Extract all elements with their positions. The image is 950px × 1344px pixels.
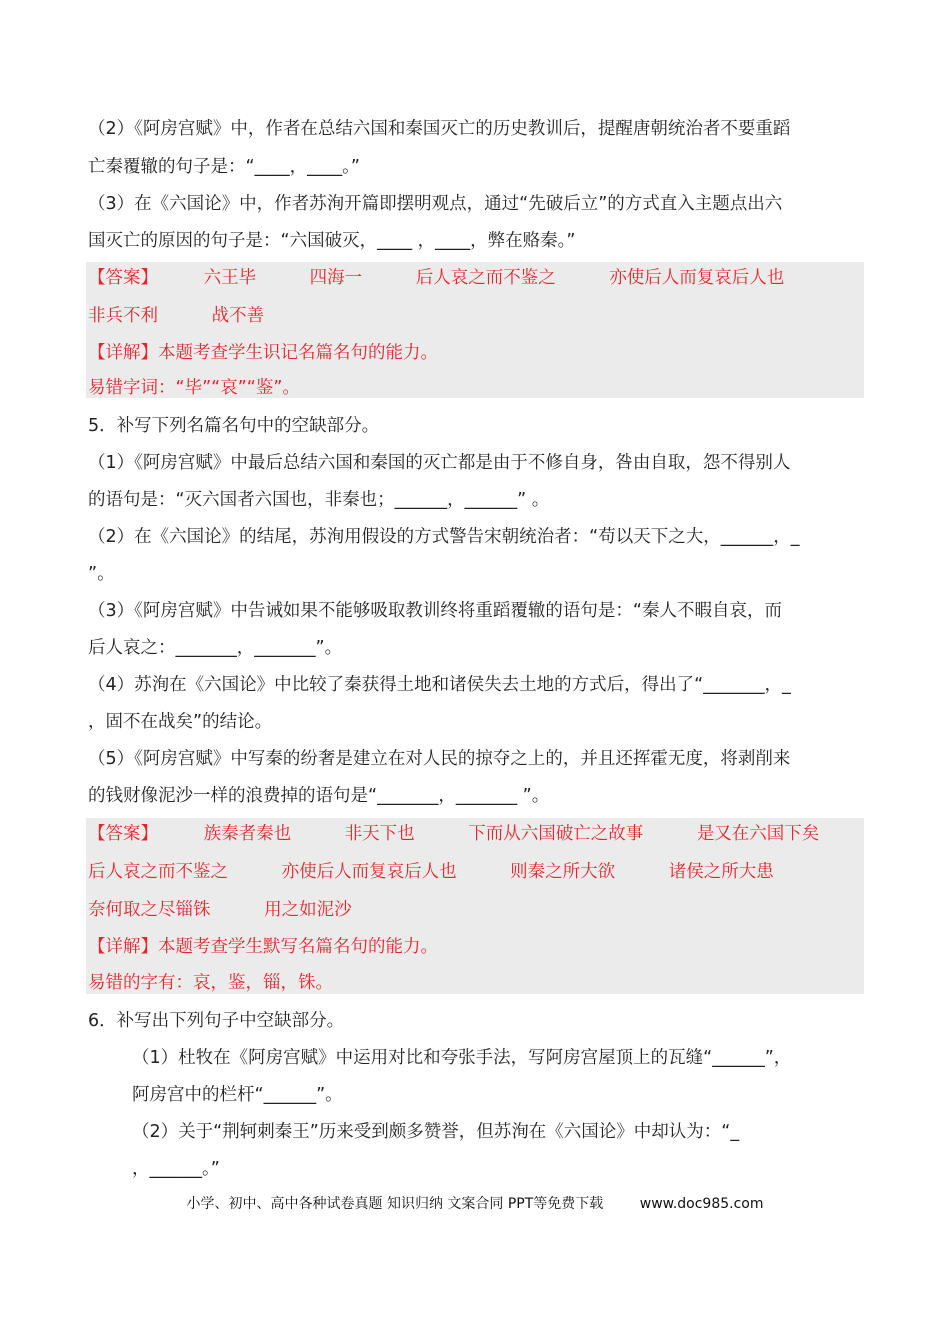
q5-item2-line1: （2）在《六国论》的结尾，苏洵用假设的方式警告宋朝统治者：“苟以天下之大，______，_ <box>88 527 800 547</box>
q5-item1-line1: （1）《阿房宫赋》中最后总结六国和秦国的灭亡都是由于不修自身，咎由自取，怨不得别人 <box>88 453 791 473</box>
q5-item1-line2: 的语句是：“灭六国者六国也，非秦也；______，______” 。 <box>88 490 550 510</box>
q4-item2-line2: 亡秦覆辙的句子是：“____，____。” <box>88 157 360 177</box>
q4-mistakes: 易错字词：“毕”“哀”“鉴”。 <box>88 378 300 398</box>
q5-answer-row1 <box>88 823 819 845</box>
answer-item: 战不善 <box>211 306 265 326</box>
answer-item: 下而从六国破亡之故事 <box>468 824 644 844</box>
footer-text: 小学、初中、高中各种试卷真题 知识归纳 文案合同 PPT等免费下载 <box>186 1196 604 1212</box>
answer-item: 六王毕 <box>203 268 257 288</box>
q5-title: 5．补写下列名篇名句中的空缺部分。 <box>88 416 380 436</box>
q5-answer-row2 <box>88 861 774 883</box>
page-footer <box>0 1193 950 1213</box>
q6-item1-line2: 阿房宫中的栏杆“______”。 <box>132 1085 343 1105</box>
q5-item3-line1: （3）《阿房宫赋》中告诫如果不能够吸取教训终将重蹈覆辙的语句是：“秦人不暇自哀，而 <box>88 601 782 621</box>
q5-detail: 【详解】本题考查学生默写名篇名句的能力。 <box>88 937 438 957</box>
q5-item5-line1: （5）《阿房宫赋》中写秦的纷奢是建立在对人民的掠夺之上的，并且还挥霍无度，将剥削来 <box>88 749 791 769</box>
answer-item: 奈何取之尽锱铢 <box>88 900 211 920</box>
q6-item1-line1: （1）杜牧在《阿房宫赋》中运用对比和夸张手法，写阿房宫屋顶上的瓦缝“______”， <box>132 1048 792 1068</box>
answer-item: 是又在六国下矣 <box>696 824 820 844</box>
answer-item: 族秦者秦也 <box>203 824 292 844</box>
answer-item: 后人哀之而不鉴之 <box>88 862 228 882</box>
q4-answer-row2 <box>88 305 264 327</box>
answer-label: 【答案】 <box>88 268 158 288</box>
q5-item4-line2: ，固不在战矣”的结论。 <box>88 712 273 732</box>
answer-item: 用之如泥沙 <box>264 900 352 920</box>
q5-item3-line2: 后人哀之：_______，_______”。 <box>88 638 343 658</box>
q5-item5-line2: 的钱财像泥沙一样的浪费掉的语句是“_______，_______ ”。 <box>88 786 550 806</box>
answer-item: 后人哀之而不鉴之 <box>415 268 556 288</box>
answer-item: 非兵不利 <box>88 306 158 326</box>
q6-title: 6．补写出下列句子中空缺部分。 <box>88 1011 345 1031</box>
q5-item2-line2: ”。 <box>88 564 115 584</box>
q5-answer-row3 <box>88 899 352 921</box>
q4-item2-line1: （2）《阿房宫赋》中，作者在总结六国和秦国灭亡的历史教训后，提醒唐朝统治者不要重蹈 <box>88 119 791 139</box>
q6-item2-line2: ，______。” <box>132 1159 220 1179</box>
q4-item3-line1: （3）在《六国论》中，作者苏洵开篇即摆明观点，通过“先破后立”的方式直入主题点出六 <box>88 194 783 214</box>
footer-site-link[interactable]: www.doc985.com <box>639 1196 764 1212</box>
q4-detail: 【详解】本题考查学生识记名篇名句的能力。 <box>88 343 438 363</box>
answer-item: 亦使后人而复哀后人也 <box>609 268 785 288</box>
answer-item: 诸侯之所大患 <box>668 862 774 882</box>
answer-item: 则秦之所大欲 <box>510 862 616 882</box>
answer-item: 四海一 <box>309 268 363 288</box>
q5-mistakes: 易错的字有：哀，鉴，锱，铢。 <box>88 973 333 993</box>
q4-item3-line2: 国灭亡的原因的句子是：“六国破灭，____ ，____，弊在赂秦。” <box>88 231 576 251</box>
answer-label: 【答案】 <box>88 824 158 844</box>
q4-answer-row1 <box>88 267 784 289</box>
q5-item4-line1: （4）苏洵在《六国论》中比较了秦获得土地和诸侯失去土地的方式后，得出了“_______，_ <box>88 675 791 695</box>
answer-item: 非天下也 <box>344 824 415 844</box>
q6-item2-line1: （2）关于“荆轲刺秦王”历来受到颇多赞誉，但苏洵在《六国论》中却认为：“_ <box>132 1122 740 1142</box>
answer-item: 亦使后人而复哀后人也 <box>281 862 457 882</box>
